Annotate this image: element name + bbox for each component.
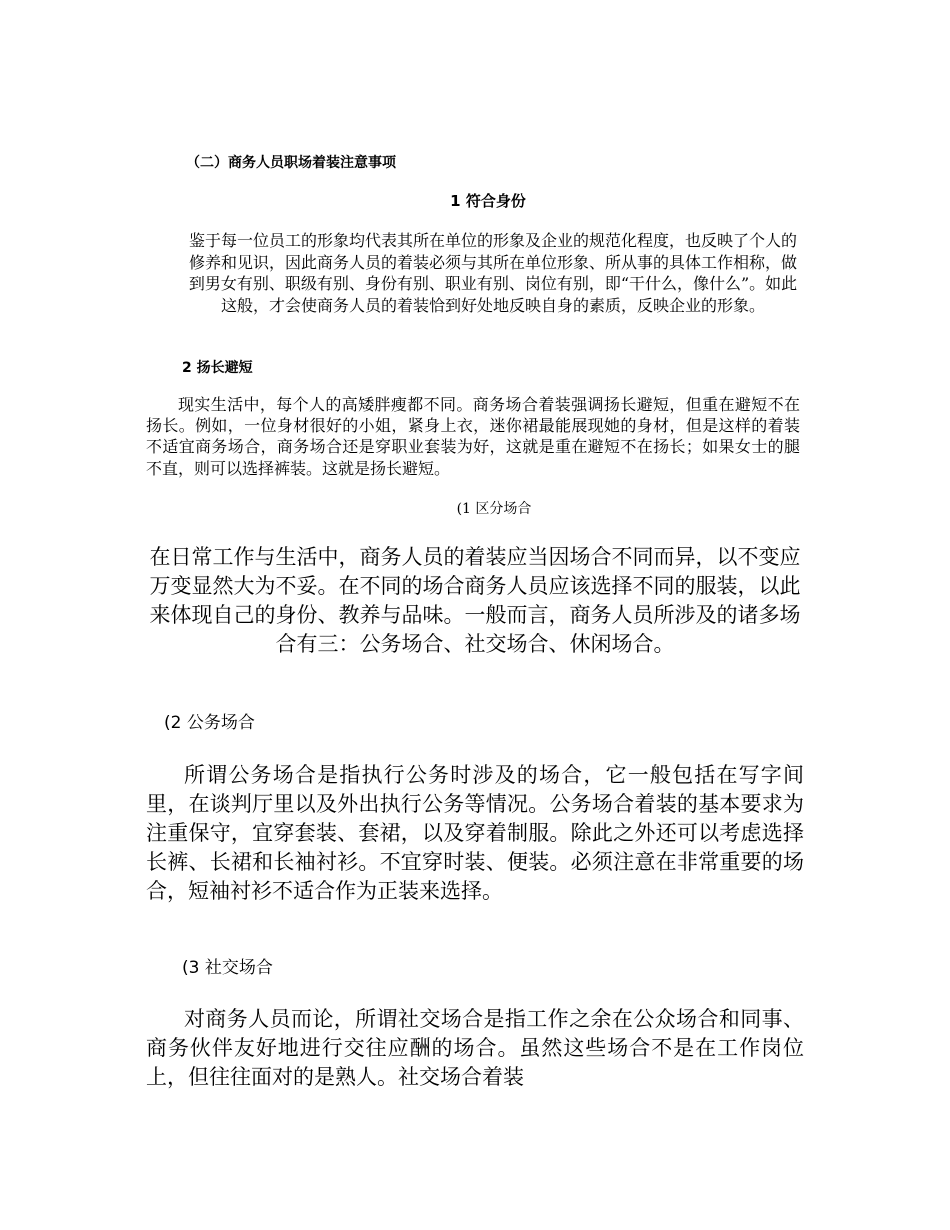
paragraph-fit-identity: 鉴于每一位员工的形象均代表其所在单位的形象及企业的规范化程度，也反映了个人的修养和见识，因此商务人员的着装必须与其所在单位形象、所从事的具体工作相称，做到男女有别、职级有别、身份有别、职业有别、岗位有别，即“干什么，像什么”。如此这般，才会使商务人员的着装恰到好处地反映自身的素质，反映企业的形象。 [188,231,798,315]
paragraph-distinguish-occasions: 在日常工作与生活中，商务人员的着装应当因场合不同而异，以不变应万变显然大为不妥。在不同的场合商务人员应该选择不同的服装，以此来体现自己的身份、教养与品味。一般而言，商务人员所涉及的诸多场合有三：公务场合、社交场合、休闲场合。 [149,545,801,656]
subheading-fit-identity: 1 符合身份 [450,192,526,210]
paragraph-official-occasions: 所谓公务场合是指执行公务时涉及的场合，它一般包括在写字间里，在谈判厅里以及外出执行公务等情况。公务场合着装的基本要求为注重保守，宜穿套装、套裙，以及穿着制服。除此之外还可以考虑选择长裤、长裙和长袖衬衫。不宜穿时装、便装。必须注意在非常重要的场合，短袖衬衫不适合作为正装来选择。 [146,763,804,903]
subheading-strengths: 2 扬长避短 [182,360,253,376]
paragraph-social-occasions: 对商务人员而论，所谓社交场合是指工作之余在公众场合和同事、商务伙伴友好地进行交往应酬的场合。虽然这些场合不是在工作岗位上，但往往面对的是熟人。社交场合着装 [146,1007,804,1089]
subheading-social-occasions: (3 社交场合 [182,958,273,978]
paragraph-strengths: 现实生活中，每个人的高矮胖瘦都不同。商务场合着装强调扬长避短，但重在避短不在扬长。例如，一位身材很好的小姐，紧身上衣，迷你裙最能展现她的身材，但是这样的着装不适宜商务场合，商务场合还是穿职业套装为好，这就是重在避短不在扬长；如果女士的腿不直，则可以选择裤装。这就是扬长避短。 [146,395,800,478]
subheading-official-occasions: (2 公务场合 [164,713,255,733]
subheading-distinguish-occasions: (1 区分场合 [456,501,532,517]
section-heading: （二）商务人员职场着装注意事项 [186,155,396,171]
